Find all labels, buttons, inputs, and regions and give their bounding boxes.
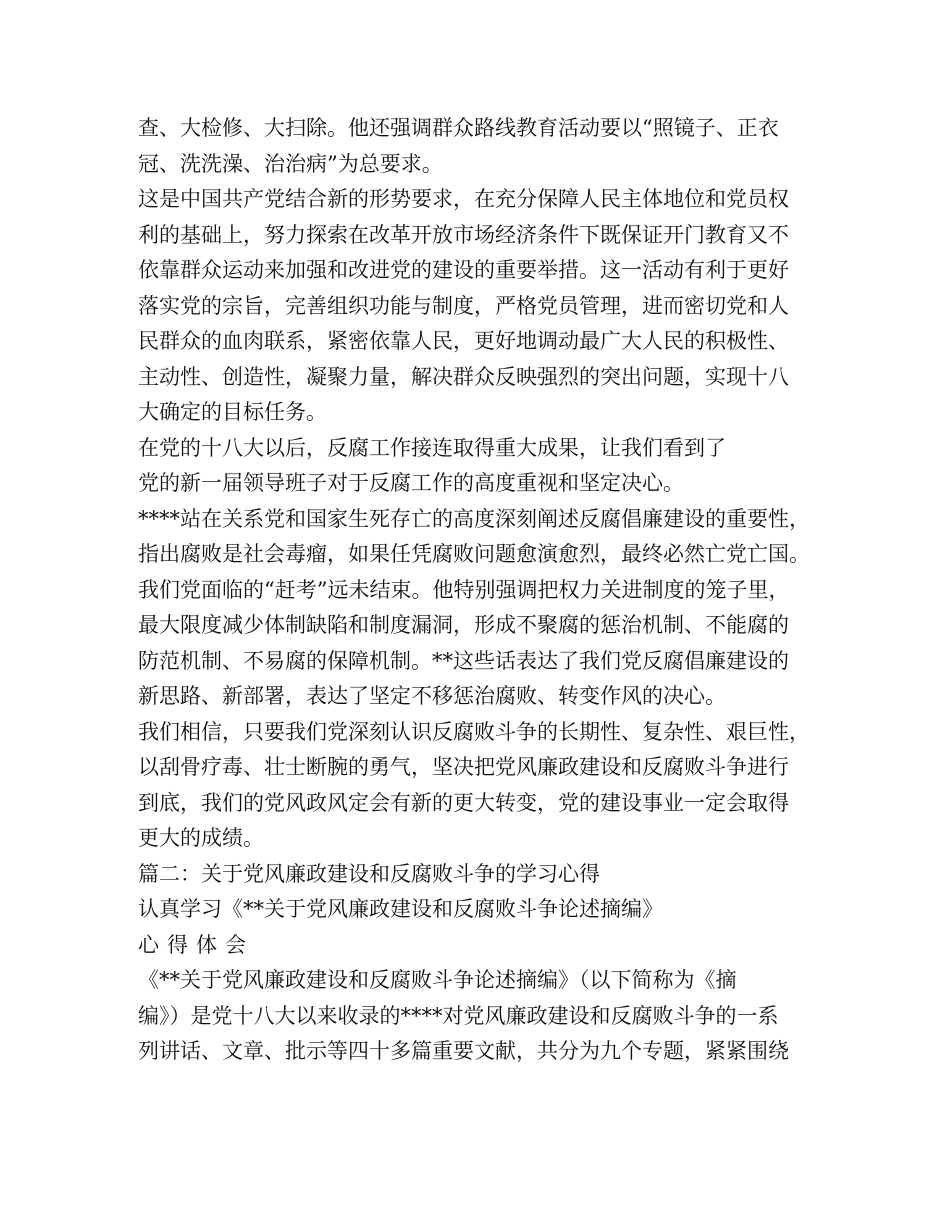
text-line: 大确定的目标任务。 [138,400,327,424]
text-line: 最大限度减少体制缺陷和制度漏洞，形成不聚腐的惩治机制、不能腐的 [138,613,789,637]
article-subtitle: 心得体会 [138,932,254,957]
text-line: ****站在关系党和国家生死存亡的高度深刻阐述反腐倡廉建设的重要性， [138,506,810,531]
text-line: 主动性、创造性，凝聚力量，解决群众反映强烈的突出问题，实现十八 [138,364,789,389]
text-line: 利的基础上，努力探索在改革开放市场经济条件下既保证开门教育又不 [138,222,789,247]
text-line: 民群众的血肉联系，紧密依靠人民，更好地调动最广大人民的积极性、 [138,329,789,353]
text-line: 防范机制、不易腐的保障机制。**这些话表达了我们党反腐倡廉建设的 [138,648,789,673]
text-line: 党的新一届领导班子对于反腐工作的高度重视和坚定决心。 [138,471,684,495]
text-line: 我们相信，只要我们党深刻认识反腐败斗争的长期性、复杂性、艰巨性， [138,719,810,744]
text-line: 新思路、新部署，表达了坚定不移惩治腐败、转变作风的决心。 [138,684,726,708]
text-line: 依靠群众运动来加强和改进党的建设的重要举措。这一活动有利于更好 [138,258,789,282]
article-title: 认真学习《**关于党风廉政建设和反腐败斗争论述摘编》 [138,897,663,921]
text-line: 冠、洗洗澡、治治病”为总要求。 [138,151,443,176]
text-line: 编》）是党十八大以来收录的****对党风廉政建设和反腐败斗争的一系 [138,1003,779,1028]
text-line: 落实党的宗旨，完善组织功能与制度，严格党员管理，进而密切党和人 [138,293,789,318]
text-line: 《**关于党风廉政建设和反腐败斗争论述摘编》（以下简称为《摘 [138,968,737,992]
text-line: 到底，我们的党风政风定会有新的更大转变，党的建设事业一定会取得 [138,790,789,815]
text-line: 更大的成绩。 [138,826,264,850]
text-line: 指出腐败是社会毒瘤，如果任凭腐败问题愈演愈烈，最终必然亡党亡国。 [138,542,810,566]
text-line: 我们党面临的“赶考”远未结束。他特别强调把权力关进制度的笼子里， [138,577,790,602]
text-line: 这是中国共产党结合新的形势要求，在充分保障人民主体地位和党员权 [138,187,789,211]
text-line: 列讲话、文章、批示等四十多篇重要文献，共分为九个专题，紧紧围绕 [138,1039,789,1063]
body-text [138,111,838,1070]
section-heading: 篇二：关于党风廉政建设和反腐败斗争的学习心得 [138,861,600,886]
text-line: 在党的十八大以后，反腐工作接连取得重大成果，让我们看到了 [138,435,726,460]
text-line: 以刮骨疗毒、壮士断腕的勇气，坚决把党风廉政建设和反腐败斗争进行 [138,755,789,779]
text-line: 查、大检修、大扫除。他还强调群众路线教育活动要以“照镜子、正衣 [138,116,779,140]
